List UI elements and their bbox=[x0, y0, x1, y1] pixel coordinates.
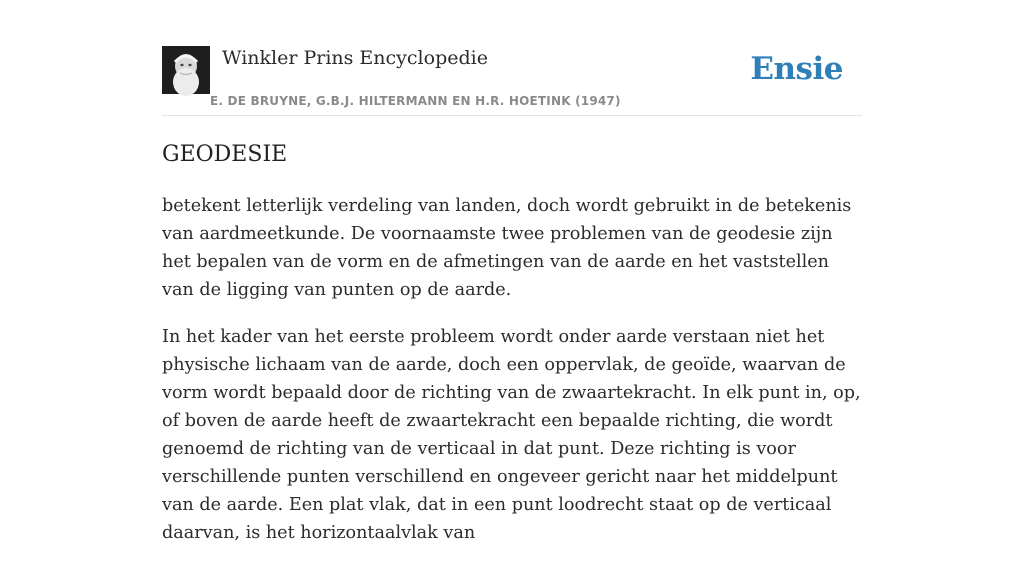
article-paragraph: betekent letterlijk verdeling van landen, doch wordt gebruikt in de betekenis van aardmeetkunde. De voornaamste twee problemen van de geodesie zijn het bepalen van de vorm en de afmetingen van de aarde en het vaststellen van de ligging van punten op de aarde. bbox=[162, 196, 852, 300]
article-container bbox=[162, 0, 862, 543]
article-title: GEODESIE bbox=[162, 142, 288, 167]
author-portrait-icon bbox=[162, 46, 210, 94]
article-paragraph: In het kader van het eerste probleem wordt onder aarde verstaan niet het physische lichaam van de aarde, doch een oppervlak, de geoïde, waarvan de vorm wordt bepaald door de richting van de zwaartekracht. In elk punt in, op, of boven de aarde heeft de zwaartekracht een bepaalde richting, die wordt genoemd de richting van de verticaal in dat punt. Deze richting is voor verschillende punten verschillend en ongeveer gericht naar het middelpunt van de aarde. Een plat vlak, dat in een punt loodrecht staat op de verticaal daarvan, is het horizontaalvlak van bbox=[162, 327, 861, 543]
author-avatar[interactable] bbox=[162, 46, 210, 94]
ensie-logo-link[interactable]: Ensie bbox=[750, 51, 843, 87]
source-authors: E. DE BRUYNE, G.B.J. HILTERMANN EN H.R. HOETINK (1947) bbox=[210, 94, 621, 108]
source-title-link[interactable]: Winkler Prins Encyclopedie bbox=[222, 47, 488, 69]
source-header bbox=[162, 0, 862, 116]
article-body bbox=[162, 192, 862, 566]
